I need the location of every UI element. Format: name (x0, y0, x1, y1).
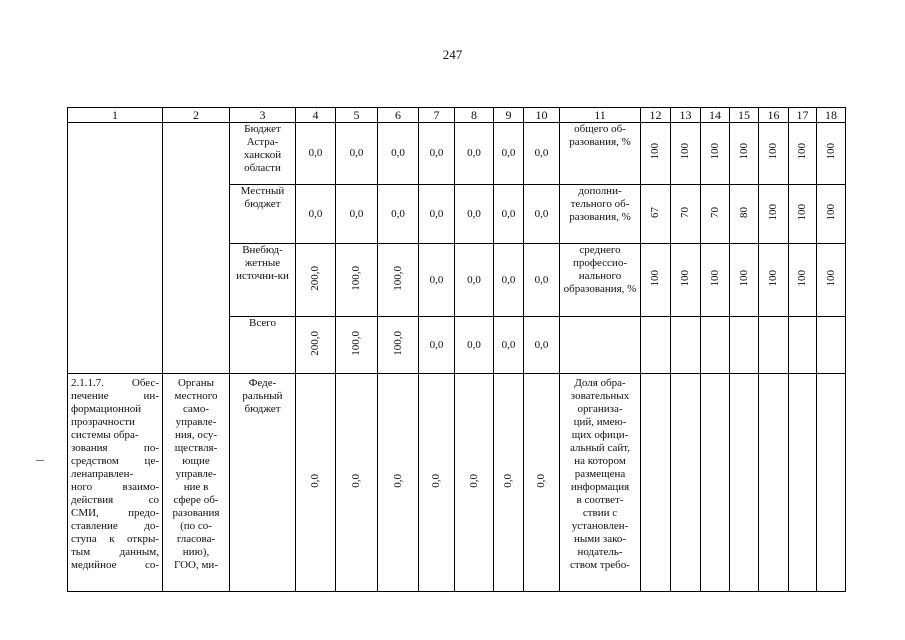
indicator-line: ными зако- (573, 533, 627, 545)
target-cell (671, 317, 701, 374)
executor-line: (по со- (180, 520, 212, 532)
indicator-cell: общего об-разования, % (560, 123, 641, 185)
amount-cell: 0,0 (455, 244, 494, 317)
amount-cell: 0,0 (455, 185, 494, 244)
indicator-cell (560, 317, 641, 374)
target-value: 100 (767, 269, 779, 287)
amount-value: 200,0 (309, 265, 321, 291)
target-cell (789, 317, 817, 374)
measure-line: системы обра- (71, 429, 139, 441)
amount-cell: 0,0 (524, 123, 560, 185)
indicator-line: организа- (577, 403, 623, 415)
indicator-line: ций, имею- (573, 416, 627, 428)
amount-cell (455, 374, 494, 592)
amount-value: 0,0 (350, 473, 362, 488)
amount-cell (419, 374, 455, 592)
header-cell: 2 (163, 108, 230, 123)
executor-line: ющие (182, 455, 210, 467)
target-cell (641, 317, 671, 374)
target-cell (759, 123, 789, 185)
empty-executor-cell (163, 123, 230, 374)
amount-cell: 0,0 (419, 123, 455, 185)
measure-line: медийное со- (71, 559, 159, 571)
header-row (68, 108, 846, 123)
funding-source-line: ральный (242, 390, 283, 402)
target-cell (671, 374, 701, 592)
margin-mark (36, 460, 44, 461)
amount-cell: 0,0 (524, 185, 560, 244)
executor-line: разования (172, 507, 220, 519)
executor-line: гласова- (176, 533, 216, 545)
header-cell: 7 (419, 108, 455, 123)
target-value: 100 (796, 143, 808, 160)
amount-cell: 0,0 (419, 317, 455, 374)
target-cell (671, 123, 701, 185)
measure-line: ного взаимо- (71, 481, 159, 493)
amount-value: 100,0 (350, 265, 362, 291)
executor-line: сфере об- (173, 494, 219, 506)
measure-line: тым данным, (71, 546, 159, 558)
target-value: 100 (824, 269, 837, 287)
amount-cell (524, 374, 560, 592)
header-cell: 5 (336, 108, 378, 123)
target-value: 70 (708, 206, 721, 218)
target-value: 70 (679, 206, 691, 218)
amount-cell (296, 244, 336, 317)
target-value: 100 (796, 203, 808, 221)
target-cell (701, 317, 730, 374)
target-value: 100 (708, 269, 721, 287)
amount-cell: 0,0 (378, 123, 419, 185)
header-cell: 15 (730, 108, 759, 123)
target-value: 100 (767, 203, 779, 221)
target-cell (789, 123, 817, 185)
amount-cell: 0,0 (296, 123, 336, 185)
target-cell (817, 374, 846, 592)
amount-cell: 0,0 (494, 185, 524, 244)
indicator-line: зовательных (570, 390, 630, 402)
indicator-line: установлен- (571, 520, 629, 532)
measure-line: ставление до- (71, 520, 159, 532)
target-value: 100 (767, 143, 779, 160)
executor-line: управле- (175, 468, 217, 480)
executor-line: управле- (175, 416, 217, 428)
indicator-cell: дополни-тельного об-разования, % (560, 185, 641, 244)
indicator-line: в соответ- (576, 494, 624, 506)
header-cell: 14 (701, 108, 730, 123)
target-cell (817, 123, 846, 185)
amount-cell: 0,0 (494, 244, 524, 317)
amount-cell (336, 374, 378, 592)
funding-source-cell (230, 374, 296, 592)
amount-cell: 0,0 (419, 185, 455, 244)
amount-cell: 0,0 (378, 185, 419, 244)
amount-value: 200,0 (309, 330, 321, 356)
amount-cell: 0,0 (455, 317, 494, 374)
measure-description-cell (68, 374, 163, 592)
amount-cell: 0,0 (524, 317, 560, 374)
amount-cell: 0,0 (296, 185, 336, 244)
executor-line: нию), (182, 546, 210, 558)
target-value: 100 (679, 143, 691, 160)
target-value: 67 (649, 206, 661, 218)
target-cell (641, 244, 671, 317)
amount-value: 100,0 (350, 330, 362, 356)
target-cell (730, 185, 759, 244)
amount-cell (378, 244, 419, 317)
target-cell (730, 317, 759, 374)
funding-source-cell: Внебюд-жетные источни-ки (230, 244, 296, 317)
executor-line: ния, осу- (174, 429, 217, 441)
target-cell (701, 244, 730, 317)
executor-line: местного (174, 390, 218, 402)
measure-line: 2.1.1.7. Обес- (71, 377, 159, 389)
header-cell: 10 (524, 108, 560, 123)
measure-line: действия со (71, 494, 159, 506)
target-value: 100 (796, 269, 808, 287)
amount-cell (494, 374, 524, 592)
indicator-line: альный сайт, (570, 442, 630, 454)
funding-source-line: Феде- (248, 377, 277, 389)
amount-cell (336, 244, 378, 317)
target-value: 80 (737, 206, 750, 218)
amount-cell: 0,0 (524, 244, 560, 317)
target-value: 100 (737, 269, 750, 287)
amount-cell: 0,0 (419, 244, 455, 317)
measure-line: прозрачности (71, 416, 135, 428)
executor-line: ГОО, ми- (174, 559, 218, 571)
target-cell (817, 317, 846, 374)
target-cell (759, 244, 789, 317)
executor-line: ществля- (174, 442, 218, 454)
target-cell (641, 374, 671, 592)
page-number: 247 (442, 47, 463, 62)
measure-line: ступа к откры- (71, 533, 159, 545)
target-value: 100 (824, 143, 837, 160)
amount-cell: 0,0 (336, 185, 378, 244)
header-cell: 6 (378, 108, 419, 123)
target-cell (730, 374, 759, 592)
target-cell (817, 244, 846, 317)
amount-cell: 0,0 (494, 123, 524, 185)
amount-cell (378, 317, 419, 374)
amount-value: 0,0 (502, 473, 514, 488)
header-cell: 4 (296, 108, 336, 123)
target-cell (789, 244, 817, 317)
target-cell (701, 185, 730, 244)
amount-value: 0,0 (391, 473, 404, 488)
indicator-cell (560, 374, 641, 592)
amount-value: 0,0 (467, 473, 480, 488)
executor-line: ние в (183, 481, 209, 493)
target-cell (817, 185, 846, 244)
indicator-line: размещена (574, 468, 626, 480)
indicator-line: ствии с (582, 507, 618, 519)
budget-table (67, 107, 846, 592)
header-cell: 3 (230, 108, 296, 123)
target-cell (671, 185, 701, 244)
executor-line: само- (182, 403, 210, 415)
indicator-line: ством требо- (570, 559, 630, 571)
funding-source-line: бюджет (244, 403, 281, 415)
amount-cell: 0,0 (455, 123, 494, 185)
amount-value: 100,0 (391, 265, 404, 291)
target-cell (641, 123, 671, 185)
measure-row (68, 374, 846, 592)
target-value: 100 (824, 203, 837, 221)
amount-cell (378, 374, 419, 592)
header-cell: 8 (455, 108, 494, 123)
target-cell (759, 317, 789, 374)
amount-value: 0,0 (430, 473, 442, 488)
measure-line: СМИ, предо- (71, 507, 159, 519)
amount-value: 0,0 (309, 473, 321, 488)
executor-cell (163, 374, 230, 592)
target-value: 100 (649, 143, 661, 160)
measure-line: ленаправлен- (71, 468, 134, 480)
target-cell (789, 185, 817, 244)
target-cell (789, 374, 817, 592)
funding-source-cell: Всего (230, 317, 296, 374)
target-value: 100 (649, 269, 661, 287)
target-value: 100 (737, 143, 750, 160)
amount-value: 100,0 (391, 330, 404, 356)
indicator-line: Доля обра- (574, 377, 626, 389)
header-cell: 11 (560, 108, 641, 123)
header-cell: 12 (641, 108, 671, 123)
measure-line: печение ин- (71, 390, 159, 402)
header-cell: 13 (671, 108, 701, 123)
indicator-line: нодатель- (577, 546, 623, 558)
indicator-cell: среднего профессио-нального образования, % (560, 244, 641, 317)
amount-value: 0,0 (535, 473, 547, 488)
amount-cell (336, 317, 378, 374)
target-cell (759, 374, 789, 592)
measure-line: зования по- (71, 442, 159, 454)
amount-cell (296, 374, 336, 592)
indicator-line: информация (570, 481, 630, 493)
indicator-line: на котором (574, 455, 626, 467)
funding-source-cell: Бюджет Астра-ханской области (230, 123, 296, 185)
measure-line: формационной (71, 403, 142, 415)
executor-line: Органы (177, 377, 215, 389)
amount-cell: 0,0 (336, 123, 378, 185)
target-cell (671, 244, 701, 317)
target-cell (701, 123, 730, 185)
target-cell (701, 374, 730, 592)
header-cell: 17 (789, 108, 817, 123)
amount-cell: 0,0 (494, 317, 524, 374)
header-cell: 18 (817, 108, 846, 123)
header-cell: 1 (68, 108, 163, 123)
measure-line: средством це- (71, 455, 159, 467)
amount-cell (296, 317, 336, 374)
target-value: 100 (708, 143, 721, 160)
target-cell (759, 185, 789, 244)
funding-source-cell: Местный бюджет (230, 185, 296, 244)
empty-measure-cell (68, 123, 163, 374)
table-row (68, 123, 846, 185)
target-cell (730, 123, 759, 185)
header-cell: 9 (494, 108, 524, 123)
header-cell: 16 (759, 108, 789, 123)
indicator-line: щих офици- (571, 429, 629, 441)
target-value: 100 (679, 269, 691, 287)
target-cell (730, 244, 759, 317)
target-cell (641, 185, 671, 244)
